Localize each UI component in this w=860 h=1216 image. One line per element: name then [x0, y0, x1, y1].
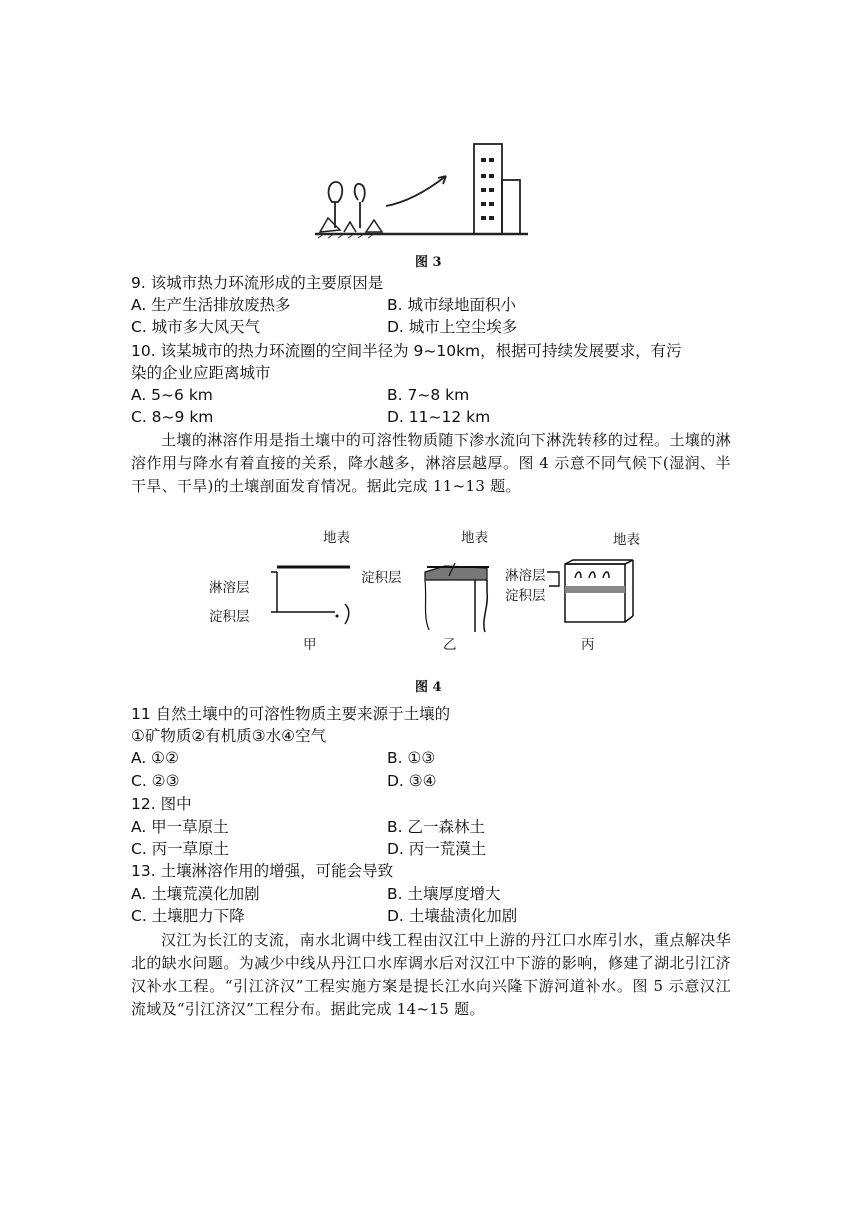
q13-stem: 13. 土壤淋溶作用的增强，可能会导致 [131, 862, 394, 880]
q12-option-d: D. 丙一荒漠土 [387, 840, 487, 858]
panel-1-name: 甲 [303, 637, 317, 653]
q12-stem: 12. 图中 [131, 795, 192, 813]
figure-3-illustration [300, 130, 540, 242]
panel-2-name: 乙 [443, 637, 457, 653]
q12-option-b: B. 乙一森林土 [387, 818, 485, 836]
q11-stem: 11 自然土壤中的可溶性物质主要来源于土壤的 [131, 705, 451, 723]
q13-option-c: C. 土壤肥力下降 [131, 907, 245, 925]
q10-option-c: C. 8~9 km [131, 408, 214, 426]
q11-items: ①矿物质②有机质③水④空气 [131, 727, 327, 745]
panel-3-surface-label: 地表 [613, 532, 640, 548]
panel-2-surface-label: 地表 [461, 530, 488, 546]
panel-3-name: 丙 [581, 637, 595, 653]
q10-stem-line1: 10. 该某城市的热力环流圈的空间半径为 9~10km，根据可持续发展要求，有污 [131, 342, 682, 360]
passage-hanjiang: 汉江为长江的支流，南水北调中线工程由汉江中上游的丹江口水库引水，重点解决华北的缺水问题。为减少中线从丹江口水库调水后对汉江中下游的影响，修建了湖北引江济汉补水工程。“引江济汉”工程实施方案是提长江水向兴隆下游河道补水。图 5 示意汉江流域及“引江济汉”工程分布。据此完成 14~15 题。 [131, 931, 731, 1018]
q13-option-d: D. 土壤盐渍化加剧 [387, 907, 518, 925]
q11-option-d: D. ③④ [387, 772, 437, 790]
q13-option-b: B. 土壤厚度增大 [387, 885, 501, 903]
figure-3-caption: 图 3 [415, 255, 442, 270]
q9-option-a: A. 生产生活排放废热多 [131, 296, 291, 314]
q11-option-b: B. ①③ [387, 749, 436, 767]
q9-option-c: C. 城市多大风天气 [131, 318, 261, 336]
panel-3-layer-2-label: 淀积层 [505, 588, 546, 604]
q10-option-b: B. 7~8 km [387, 386, 470, 404]
panel-2-layer-1-label: 淀积层 [361, 570, 402, 586]
panel-1-layer-2-label: 淀积层 [209, 609, 250, 625]
panel-3-layer-1-label: 淋溶层 [505, 568, 546, 584]
q10-option-a: A. 5~6 km [131, 386, 213, 404]
q11-option-a: A. ①② [131, 749, 179, 767]
panel-1-surface-label: 地表 [323, 530, 350, 546]
q9-option-b: B. 城市绿地面积小 [387, 296, 516, 314]
q10-stem-line2: 染的企业应距离城市 [131, 364, 271, 382]
q12-option-a: A. 甲一草原土 [131, 818, 229, 836]
q11-option-c: C. ②③ [131, 772, 180, 790]
q10-option-d: D. 11~12 km [387, 408, 491, 426]
figure-4 [205, 520, 665, 660]
passage-soil-leaching: 土壤的淋溶作用是指土壤中的可溶性物质随下渗水流向下淋洗转移的过程。土壤的淋溶作用与降水有着直接的关系，降水越多，淋溶层越厚。图 4 示意不同气候下(湿润、半干旱、干旱)的土壤剖面发育情况。据此完成 11~13 题。 [131, 431, 731, 495]
panel-1-layer-1-label: 淋溶层 [209, 580, 250, 596]
q13-option-a: A. 土壤荒漠化加剧 [131, 885, 260, 903]
q9-option-d: D. 城市上空尘埃多 [387, 318, 518, 336]
q9-stem: 9. 该城市热力环流形成的主要原因是 [131, 274, 384, 292]
q12-option-c: C. 丙一草原土 [131, 840, 230, 858]
figure-4-caption: 图 4 [415, 680, 442, 695]
figure-4-soil-profiles [205, 520, 665, 660]
